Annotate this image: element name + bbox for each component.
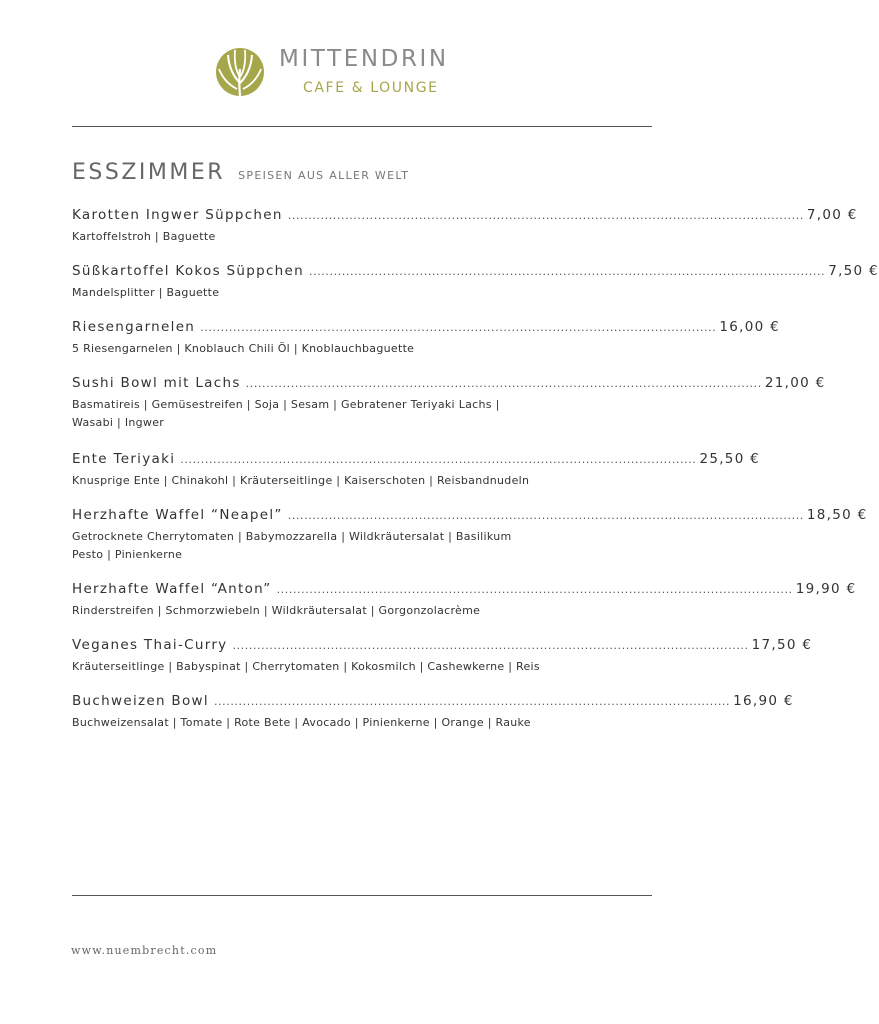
item-description: 5 Riesengarnelen | Knoblauch Chili Öl | Knoblauchbaguette: [72, 342, 415, 355]
item-description: Kräuterseitlinge | Babyspinat | Cherrytomaten | Kokosmilch | Cashewkerne | Reis: [72, 660, 540, 673]
dot-leader: ..............................................................................................................................: [213, 695, 731, 708]
menu-item: [72, 374, 826, 432]
dot-leader: ..............................................................................................................................: [287, 509, 804, 522]
menu-item: [72, 318, 780, 358]
section-heading: [72, 160, 409, 185]
item-description: Basmatireis | Gemüsestreifen | Soja | Sesam | Gebratener Teriyaki Lachs | Wasabi | Ingwer: [72, 398, 500, 429]
item-description: Buchweizensalat | Tomate | Rote Bete | Avocado | Pinienkerne | Orange | Rauke: [72, 716, 531, 729]
item-price: 18,50 €: [806, 507, 868, 523]
divider-top: [72, 126, 652, 127]
item-price: 16,00 €: [719, 319, 780, 335]
menu-item: [72, 506, 868, 564]
brand-subtitle: CAFE & LOUNGE: [303, 80, 439, 96]
dot-leader: ..............................................................................................................................: [245, 377, 762, 390]
item-description: Knusprige Ente | Chinakohl | Kräuterseitlinge | Kaiserschoten | Reisbandnudeln: [72, 474, 530, 487]
brand-name: MITTENDRIN: [279, 46, 449, 72]
menu-item: [72, 580, 857, 620]
item-description: Mandelsplitter | Baguette: [72, 286, 220, 299]
item-price: 7,50 €: [828, 263, 879, 279]
item-name: Süßkartoffel Kokos Süppchen: [72, 263, 305, 279]
header: [0, 44, 724, 104]
item-name: Sushi Bowl mit Lachs: [72, 375, 241, 391]
dot-leader: ..............................................................................................................................: [276, 583, 793, 596]
menu-item: [72, 450, 761, 490]
section-subtitle: SPEISEN AUS ALLER WELT: [238, 169, 410, 182]
item-description: Rinderstreifen | Schmorzwiebeln | Wildkräutersalat | Gorgonzolacrème: [72, 604, 481, 617]
divider-bottom: [72, 895, 652, 896]
item-name: Herzhafte Waffel “Neapel”: [72, 507, 283, 523]
menu-item: [72, 262, 879, 302]
menu-item: [72, 206, 858, 246]
item-price: 19,90 €: [795, 581, 857, 597]
footer-website-link[interactable]: www.nuembrecht.com: [71, 944, 218, 957]
item-price: 7,00 €: [806, 207, 858, 223]
tree-logo-icon: [215, 47, 265, 97]
item-price: 21,00 €: [764, 375, 826, 391]
item-description: Getrocknete Cherrytomaten | Babymozzarella | Wildkräutersalat | Basilikum Pesto | Pinienkerne: [72, 530, 512, 561]
item-description: Kartoffelstroh | Baguette: [72, 230, 216, 243]
dot-leader: ..............................................................................................................................: [309, 265, 826, 278]
item-price: 17,50 €: [751, 637, 813, 653]
section-title: ESSZIMMER: [72, 160, 226, 185]
dot-leader: ..............................................................................................................................: [232, 639, 749, 652]
item-name: Karotten Ingwer Süppchen: [72, 207, 283, 223]
item-price: 25,50 €: [699, 451, 761, 467]
menu-item: [72, 636, 813, 676]
dot-leader: ..............................................................................................................................: [287, 209, 804, 222]
item-name: Ente Teriyaki: [72, 451, 176, 467]
dot-leader: ..............................................................................................................................: [200, 321, 717, 334]
item-name: Buchweizen Bowl: [72, 693, 209, 709]
dot-leader: ..............................................................................................................................: [180, 453, 697, 466]
item-name: Riesengarnelen: [72, 319, 196, 335]
item-name: Herzhafte Waffel “Anton”: [72, 581, 272, 597]
item-price: 16,90 €: [733, 693, 794, 709]
menu-item: [72, 692, 794, 732]
item-name: Veganes Thai-Curry: [72, 637, 228, 653]
